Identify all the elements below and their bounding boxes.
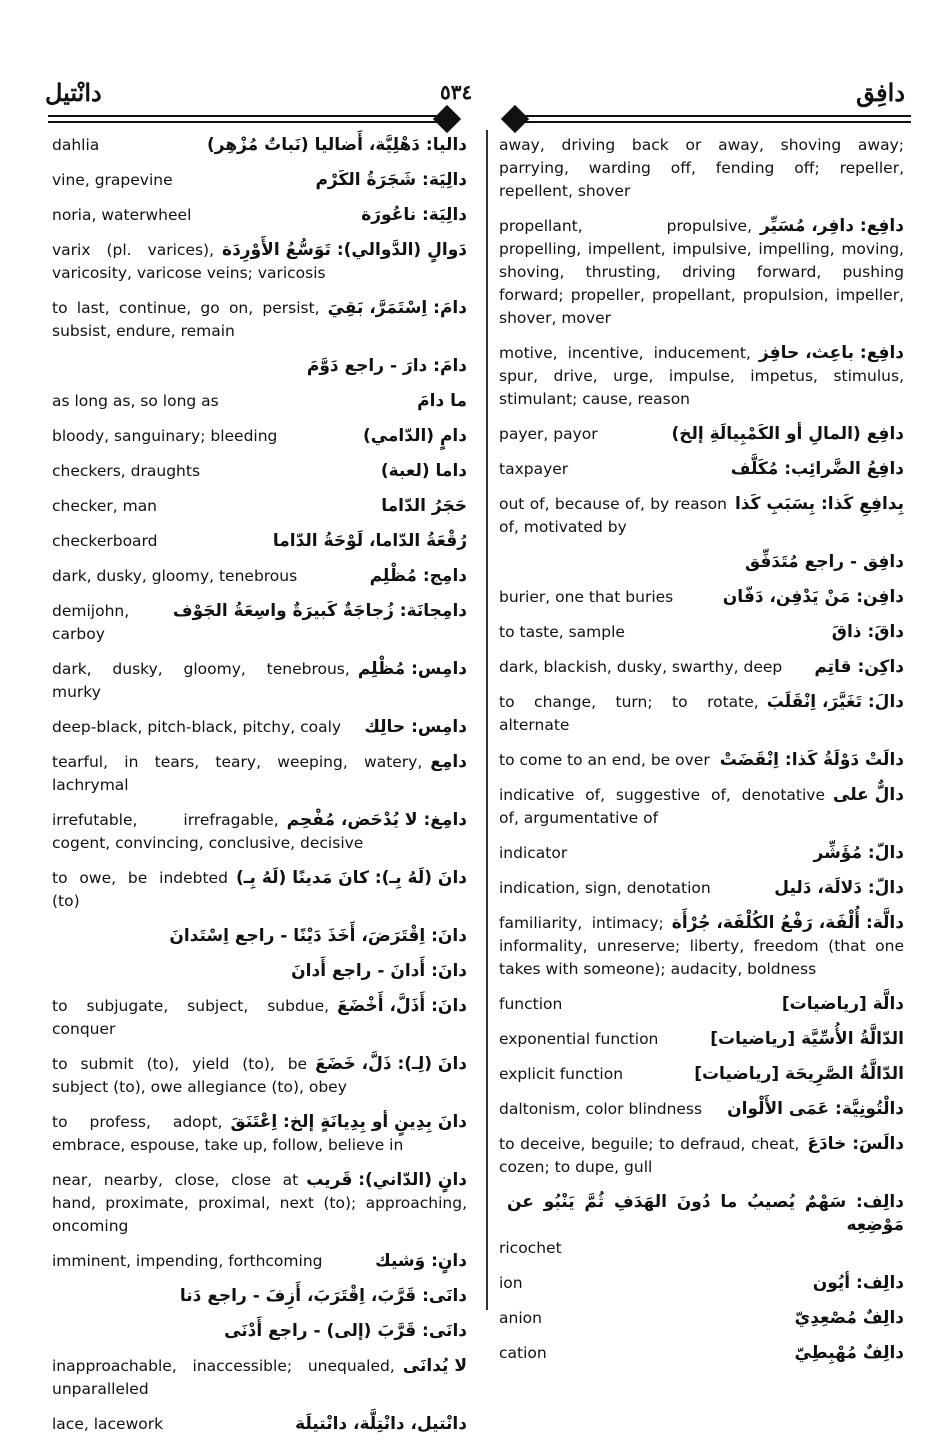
- dictionary-entry: [52, 1285, 467, 1308]
- arabic-headword: دالٌّ على: [833, 785, 904, 805]
- arabic-headword: دامِغ: لا يُدْحَض، مُفْحِم: [286, 810, 467, 830]
- arabic-headword: بِدافِعِ كَذا: بِسَبَبِ كَذا: [734, 494, 904, 514]
- arabic-headword: دانْتيل، دانْتِلَّة، دانْتيلَة: [295, 1414, 467, 1434]
- dictionary-entry: [499, 493, 904, 539]
- arabic-headword: دانٍ (الدّاني): قَريب: [306, 1170, 467, 1190]
- dictionary-entry: [52, 565, 467, 588]
- dictionary-entry: [499, 656, 904, 679]
- dictionary-entry: [499, 215, 904, 330]
- arabic-headword: دافِق - راجع مُتَدَفِّق: [744, 552, 904, 572]
- arabic-headword: دامِج: مُظْلِم: [369, 566, 467, 586]
- dictionary-entry: [499, 621, 904, 644]
- english-definition: lace, lacework: [52, 1415, 164, 1433]
- dictionary-entry: [499, 1307, 904, 1330]
- english-definition: function: [499, 995, 563, 1013]
- arabic-headword: دالِيَة: ناعُورَة: [361, 205, 467, 225]
- arabic-headword: دالِفٌ مُصْعِدِيّ: [794, 1308, 904, 1328]
- english-definition: inapproachable, inaccessible; unequaled, unparalleled: [52, 1357, 395, 1398]
- arabic-headword: دامِع: [430, 752, 467, 772]
- english-definition: dahlia: [52, 136, 100, 154]
- arabic-headword: داقَ: ذاقَ: [831, 622, 904, 642]
- english-definition: familiarity, intimacy; informality, unreserve; liberty, freedom (that one takes with someone); audacity, boldness: [499, 914, 904, 978]
- dictionary-entry: [499, 912, 904, 981]
- dictionary-entry: [499, 551, 904, 574]
- english-definition: payer, payor: [499, 425, 598, 443]
- english-definition: out of, because of, by reason of, motivated by: [499, 495, 727, 536]
- english-definition: exponential function: [499, 1030, 659, 1048]
- diamond-ornament-left: [433, 105, 461, 133]
- dictionary-entry: [52, 297, 467, 343]
- english-definition: away, driving back or away, shoving away; parrying, warding off, fending off; repeller, repellent, shover: [499, 136, 904, 200]
- english-definition: checker, man: [52, 497, 158, 515]
- dictionary-entry: [52, 1320, 467, 1343]
- english-definition: to deceive, beguile; to defraud, cheat, cozen; to dupe, gull: [499, 1135, 800, 1176]
- dictionary-entry: [52, 1111, 467, 1157]
- left-column: [52, 134, 467, 1448]
- english-definition: imminent, impending, forthcoming: [52, 1252, 323, 1270]
- dictionary-entry: [52, 169, 467, 192]
- dictionary-entry: [499, 993, 904, 1016]
- english-definition: dark, dusky, gloomy, tenebrous: [52, 567, 298, 585]
- arabic-headword: دالْتُونِيَّة: عَمَى الأَلْوان: [727, 1099, 904, 1119]
- english-definition: near, nearby, close, close at hand, proximate, proximal, next (to); approaching, oncoming: [52, 1171, 467, 1235]
- arabic-headword: دافِن: مَنْ يَدْفِن، دَفّان: [722, 587, 904, 607]
- dictionary-entry: [52, 716, 467, 739]
- english-definition: to profess, adopt, embrace, espouse, take up, follow, believe in: [52, 1113, 404, 1154]
- english-definition: tearful, in tears, teary, weeping, watery, lachrymal: [52, 753, 423, 794]
- arabic-headword: داكِن: قاتِم: [814, 657, 904, 677]
- dictionary-entry: [52, 134, 467, 157]
- english-definition: indicative of, suggestive of, denotative of, argumentative of: [499, 786, 826, 827]
- english-definition: dark, dusky, gloomy, tenebrous, murky: [52, 660, 350, 701]
- arabic-headword: الدّالَّةُ الأُسِّيَّة [رياضيات]: [710, 1029, 904, 1049]
- dictionary-entry: [52, 390, 467, 413]
- arabic-headword: دانَ (لِـ): ذَلَّ، خَضَعَ: [315, 1054, 467, 1074]
- english-definition: deep-black, pitch-black, pitchy, coaly: [52, 718, 342, 736]
- arabic-headword: دامِس: حالِك: [364, 717, 467, 737]
- arabic-headword: دالّ: دَلالَة، دَليل: [774, 878, 904, 898]
- arabic-headword: لا يُدانَى: [402, 1356, 467, 1376]
- arabic-headword: دامِجانَة: زُجاجَةٌ كَبيرَةٌ واسِعَةُ الجَوْف: [172, 601, 467, 621]
- english-definition: noria, waterwheel: [52, 206, 192, 224]
- arabic-headword: دانَ: أَدانَ - راجع أَدانَ: [291, 961, 467, 981]
- arabic-headword: دافِع (المالِ أو الكَمْبِيالَةِ إلخ): [671, 424, 904, 444]
- dictionary-entry: [499, 691, 904, 737]
- dictionary-entry: [52, 204, 467, 227]
- dictionary-entry: [52, 925, 467, 948]
- arabic-headword: دانَ: أَذَلَّ، أَخْضَعَ: [337, 996, 467, 1016]
- dictionary-entry: [499, 134, 904, 203]
- arabic-headword: دالِف: سَهْمٌ يُصيبُ ما دُونَ الهَدَفِ ثُمَّ يَنْبُو عن مَوْضِعِه: [507, 1192, 904, 1235]
- arabic-headword: الدّالَّةُ الصَّرِيحَة [رياضيات]: [694, 1064, 904, 1084]
- dictionary-entry: [52, 460, 467, 483]
- arabic-headword: دامٍ (الدّامي): [362, 426, 467, 446]
- english-definition: checkerboard: [52, 532, 158, 550]
- english-definition: vine, grapevine: [52, 171, 173, 189]
- english-definition: to submit (to), yield (to), be subject (to), owe allegiance (to), obey: [52, 1055, 347, 1096]
- arabic-headword: ما دامَ: [417, 391, 467, 411]
- english-definition: propellant, propulsive, propelling, impellent, impulsive, impelling, moving, shoving, thrusting, driving forward, pushing forward; propeller, propellant, propulsion, impeller, shover, mover: [499, 217, 904, 327]
- english-definition: dark, blackish, dusky, swarthy, deep: [499, 658, 783, 676]
- arabic-headword: دالَّة [رياضيات]: [781, 994, 904, 1014]
- dictionary-entry: [499, 586, 904, 609]
- header-rule-left: [48, 115, 443, 123]
- arabic-headword: دانَ بِدِينٍ أو بِدِيانَةٍ إلخ: اِعْتَنَقَ: [230, 1112, 467, 1132]
- dictionary-entry: [499, 458, 904, 481]
- arabic-headword: دالّ: مُؤَشِّر: [813, 843, 904, 863]
- dictionary-entry: [52, 658, 467, 704]
- english-definition: daltonism, color blindness: [499, 1100, 703, 1118]
- arabic-headword: دالِفٌ مُهْبِطِيّ: [794, 1343, 904, 1363]
- english-definition: demijohn, carboy: [52, 602, 130, 643]
- dictionary-entry: [499, 784, 904, 830]
- english-definition: as long as, so long as: [52, 392, 219, 410]
- english-definition: to subjugate, subject, subdue, conquer: [52, 997, 330, 1038]
- english-definition: taxpayer: [499, 460, 569, 478]
- dictionary-entry: [499, 342, 904, 411]
- dictionary-entry: [52, 995, 467, 1041]
- english-definition: to taste, sample: [499, 623, 625, 641]
- arabic-headword: دامَ: دارَ - راجع دَوَّمَ: [306, 356, 467, 376]
- dictionary-entry: [52, 751, 467, 797]
- dictionary-entry: [499, 1191, 904, 1260]
- dictionary-entry: [499, 423, 904, 446]
- english-definition: checkers, draughts: [52, 462, 201, 480]
- dictionary-entry: [52, 1169, 467, 1238]
- arabic-headword: داما (لعبة): [380, 461, 467, 481]
- dictionary-entry: [52, 600, 467, 646]
- header-rule-right: [518, 115, 911, 123]
- dictionary-entry: [499, 1063, 904, 1086]
- dictionary-entry: [499, 1098, 904, 1121]
- dictionary-entry: [499, 749, 904, 772]
- english-definition: irrefutable, irrefragable, cogent, convincing, conclusive, decisive: [52, 811, 364, 852]
- dictionary-entry: [499, 1028, 904, 1051]
- running-head-left: دانْتيل: [45, 78, 102, 107]
- arabic-headword: دانَى: قَرَّبَ (إلى) - راجع أَدْنَى: [224, 1321, 467, 1341]
- english-definition: cation: [499, 1344, 547, 1362]
- arabic-headword: دالَ: تَغَيَّرَ، اِنْقَلَبَ: [766, 692, 904, 712]
- arabic-headword: دالَتْ دَوْلَةُ كَذا: اِنْقَضَتْ: [719, 750, 904, 770]
- page-number: ٥٣٤: [440, 80, 473, 104]
- english-definition: varix (pl. varices), varicosity, varicose veins; varicosis: [52, 241, 326, 282]
- arabic-headword: دَوالٍ (الدَّوالي): تَوَسُّعُ الأَوْرِدَة: [222, 240, 467, 260]
- english-definition: indicator: [499, 844, 568, 862]
- right-column: [499, 134, 904, 1377]
- arabic-headword: حَجَرُ الدّاما: [381, 496, 467, 516]
- arabic-headword: دامِس: مُظْلِم: [357, 659, 467, 679]
- english-definition: to come to an end, be over: [499, 751, 710, 769]
- english-definition: to last, continue, go on, persist, subsist, endure, remain: [52, 299, 320, 340]
- dictionary-entry: [52, 425, 467, 448]
- arabic-headword: دانَ (لَهُ بِـ): كانَ مَدينًا (لَهُ بِـ): [235, 868, 467, 888]
- arabic-headword: داليا: دَهْلِيَّة، أَضاليا (نَباتٌ مُزْهِر): [206, 135, 467, 155]
- column-divider: [486, 130, 488, 1310]
- dictionary-entry: [499, 1342, 904, 1365]
- dictionary-entry: [52, 1053, 467, 1099]
- arabic-headword: دالَسَ: خادَعَ: [807, 1134, 904, 1154]
- dictionary-entry: [499, 1272, 904, 1295]
- dictionary-entry: [52, 495, 467, 518]
- dictionary-entry: [52, 1250, 467, 1273]
- english-definition: bloody, sanguinary; bleeding: [52, 427, 278, 445]
- arabic-headword: دافِعُ الضَّرائِب: مُكَلَّف: [730, 459, 904, 479]
- arabic-headword: دافِع: باعِث، حافِز: [758, 343, 904, 363]
- english-definition: to owe, be indebted (to): [52, 869, 228, 910]
- english-definition: explicit function: [499, 1065, 624, 1083]
- dictionary-entry: [52, 1355, 467, 1401]
- english-definition: to change, turn; to rotate, alternate: [499, 693, 759, 734]
- dictionary-entry: [52, 239, 467, 285]
- running-head-right: دافِق: [856, 78, 905, 107]
- english-definition: ion: [499, 1274, 523, 1292]
- arabic-headword: دالَّة: أُلْفَة، رَفْعُ الكُلْفَة، جُرْأَة: [671, 913, 904, 933]
- english-definition: burier, one that buries: [499, 588, 674, 606]
- english-definition: motive, incentive, inducement, spur, drive, urge, impulse, impetus, stimulus, stimulant; cause, reason: [499, 344, 904, 408]
- dictionary-entry: [52, 355, 467, 378]
- dictionary-entry: [52, 809, 467, 855]
- dictionary-entry: [499, 1133, 904, 1179]
- english-definition: anion: [499, 1309, 542, 1327]
- arabic-headword: دامَ: اِسْتَمَرَّ، بَقِيَ: [327, 298, 467, 318]
- dictionary-entry: [52, 867, 467, 913]
- arabic-headword: دالِيَة: شَجَرَةُ الكَرْم: [315, 170, 467, 190]
- english-definition: indication, sign, denotation: [499, 879, 711, 897]
- arabic-headword: دانَ: اِقْتَرَضَ، أَخَذَ دَيْنًا - راجع اِسْتَدانَ: [169, 926, 467, 946]
- arabic-headword: رُقْعَةُ الدّاما، لَوْحَةُ الدّاما: [272, 531, 467, 551]
- arabic-headword: دانَى: قَرَّبَ، اِقْتَرَبَ، أَزِفَ - راجع دَنا: [179, 1286, 467, 1306]
- dictionary-entry: [52, 1413, 467, 1436]
- dictionary-entry: [499, 842, 904, 865]
- arabic-headword: دانٍ: وَشيك: [375, 1251, 467, 1271]
- dictionary-entry: [499, 877, 904, 900]
- dictionary-entry: [52, 530, 467, 553]
- dictionary-entry: [52, 960, 467, 983]
- arabic-headword: دالِف: أيُون: [812, 1273, 904, 1293]
- english-definition: ricochet: [499, 1239, 562, 1257]
- arabic-headword: دافِع: دافِر، مُسَيِّر: [760, 216, 904, 236]
